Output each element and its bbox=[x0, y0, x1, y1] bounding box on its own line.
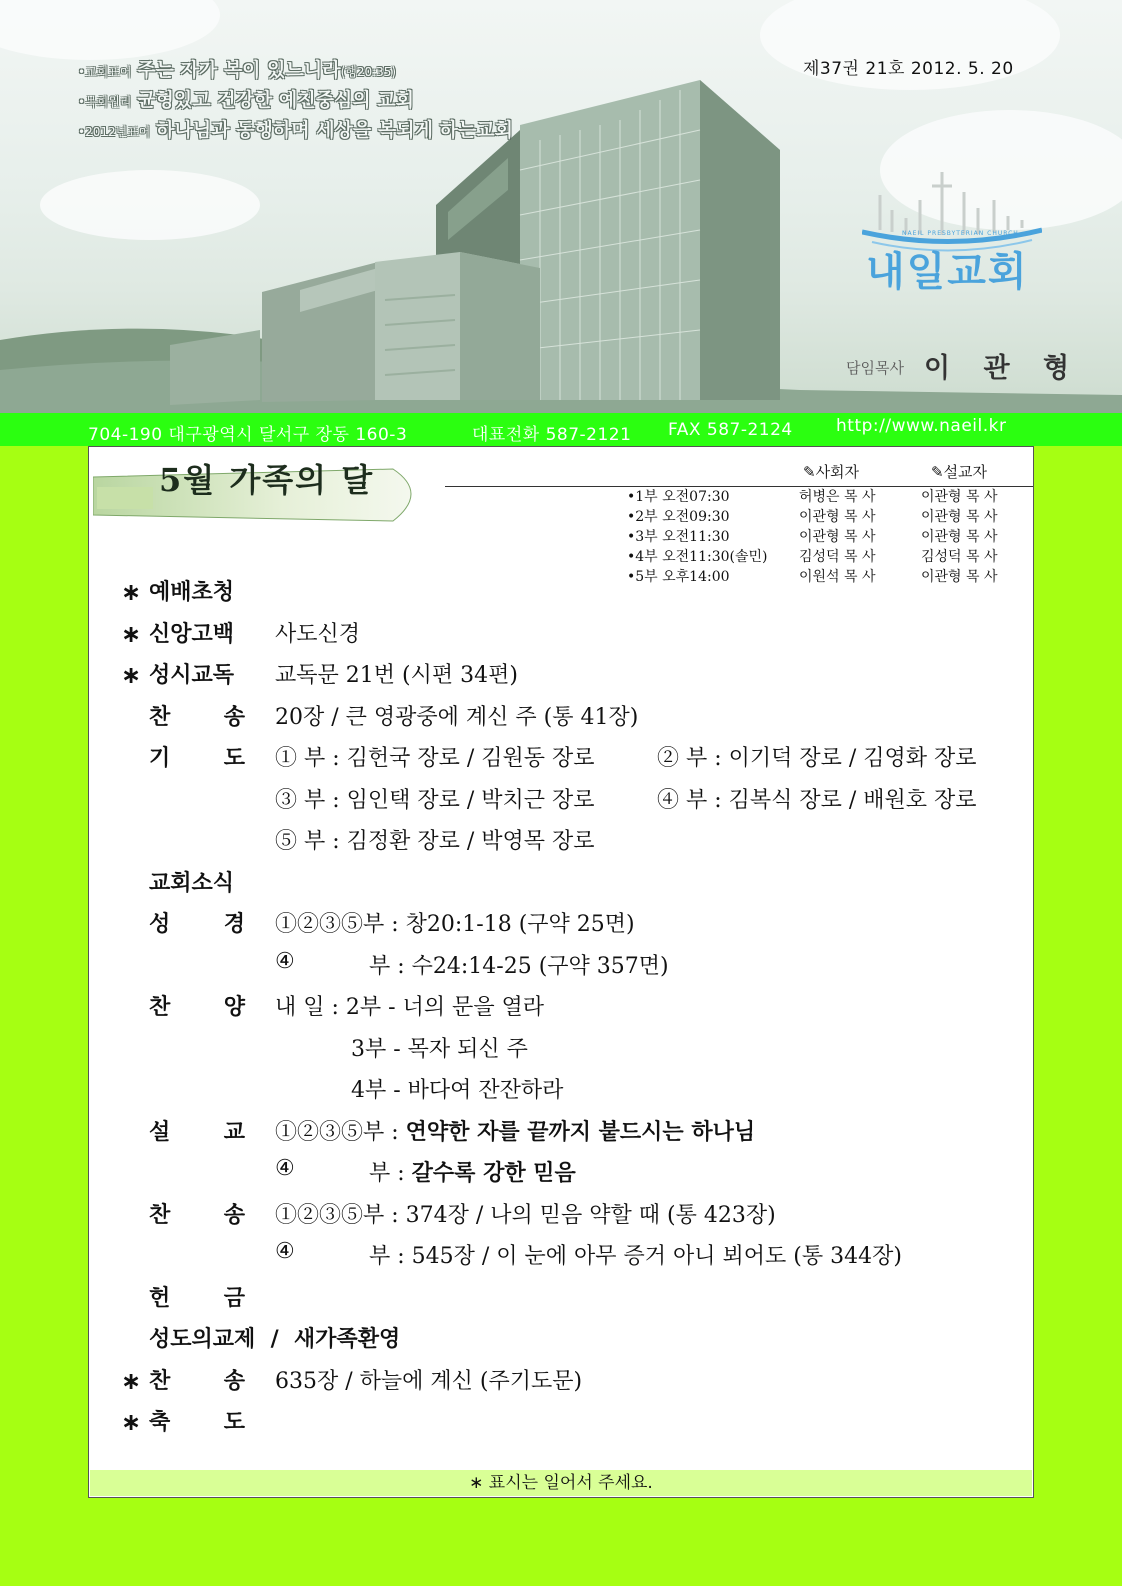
worship-order-panel: 5월 가족의 달 ✎사회자 ✎설교자 •1부 오전07:30 허병은 목 사 이관형 목 사 •2부 오전09:30 이관형 목 사 이관형 목 사 •3부 오전11:30 이관형 목 사 이관형 목 사 •4부 오전11:30(솔민) 김성덕 목 사 김성덕 목 사 •5부 오후14:00 이원석 목 사 이관형 목 사 ∗ 예배초청 ∗ 신앙고백 사도신경 ∗ 성시교독 교독문 21번 (시편 34편) 찬 송 20장 / 큰 영광중에 계신 주 (통 41장) 기 도 ① 부 : 김헌국 장로 / 김원동 장로 ② 부 : 이기덕 장로 / 김영화 장로 ③ 부 : 임인택 장로 / 박치근 장로 ④ 부 : 김복식 장로 / 배원호 장로 ⑤ 부 : 김정환 장로 / 박영목 장로 교회소식 성 경 ①②③⑤부 : 창20:1-18 (구약 25면) ④ 부 : 수24:14-25 (구약 357면) 찬 양 내 일 : 2부 - 너의 문을 열라 3부 - 목자 되신 주 4부 - 바다여 잔잔하라 설 교 ①②③⑤부 : 연약한 자를 끝까지 붙드시는 하나님 ④ 부 : 갈수록 강한 믿음 찬 송 ①②③⑤부 : 374장 / 나의 믿음 약할 때 (통 423장) ④ 부 : 545장 / 이 눈에 아무 증거 아니 뵈어도 (통 344장) 헌 금 성도의교제 / 새가족환영 ∗ 찬 송 635장 / 하늘에 계신 (주기도문) ∗ 축 도 ∗ 표시는 일어서 주세요. bbox=[88, 446, 1034, 1498]
stand-marker: ∗ bbox=[121, 1366, 142, 1395]
motto-line: •2012년표어 하나님과 동행하며 세상을 복되게 하는교회 bbox=[78, 119, 513, 141]
worship-order bbox=[121, 575, 1021, 1447]
header-banner bbox=[0, 0, 1122, 413]
preacher-column-header: ✎설교자 bbox=[931, 463, 988, 481]
fax: FAX 587-2124 bbox=[668, 420, 793, 440]
order-benediction: ∗ 축 도 bbox=[121, 1408, 245, 1436]
sermon-title: 갈수록 강한 믿음 bbox=[411, 1161, 576, 1186]
order-closing-hymn: ∗ 찬 송 635장 / 하늘에 계신 (주기도문) bbox=[121, 1366, 583, 1395]
phone: 대표전화 587-2121 bbox=[472, 425, 632, 445]
order-scripture-cont: ④ 부 : 수24:14-25 (구약 357면) bbox=[275, 948, 669, 979]
order-sermon-cont: ④ 부 : 갈수록 강한 믿음 bbox=[275, 1156, 576, 1186]
church-name: 내일교회 bbox=[866, 249, 1029, 295]
stand-marker: ∗ bbox=[121, 578, 142, 606]
order-anthem-cont: 3부 - 목자 되신 주 bbox=[351, 1036, 528, 1062]
order-invocation: ∗ 예배초청 bbox=[121, 578, 235, 606]
motto-list bbox=[78, 56, 598, 146]
page-title: 5월 가족의 달 bbox=[159, 461, 375, 499]
order-sermon: 설 교 ①②③⑤부 : 연약한 자를 끝까지 붙드시는 하나님 bbox=[149, 1119, 756, 1145]
order-hymn: 찬 송 ①②③⑤부 : 374장 / 나의 믿음 약할 때 (통 423장) bbox=[149, 1202, 776, 1228]
order-prayer-cont: ⑤ 부 : 김정환 장로 / 박영목 장로 bbox=[275, 829, 595, 854]
order-offering: 헌 금 bbox=[149, 1285, 245, 1311]
standing-note: ∗ 표시는 일어서 주세요. bbox=[90, 1470, 1032, 1496]
stand-marker: ∗ bbox=[121, 661, 142, 689]
pastor-label: 담임목사 bbox=[846, 359, 904, 377]
order-hymn-cont: ④ 부 : 545장 / 이 눈에 아무 증거 아니 뵈어도 (통 344장) bbox=[275, 1239, 902, 1269]
website-link[interactable]: http://www.naeil.kr bbox=[836, 416, 1007, 436]
order-prayer: 기 도 ① 부 : 김헌국 장로 / 김원동 장로 ② 부 : 이기덕 장로 / 김영화 장로 bbox=[149, 746, 977, 771]
address: 704-190 대구광역시 달서구 장동 160-3 bbox=[88, 425, 408, 445]
order-prayer-cont: ③ 부 : 임인택 장로 / 박치근 장로 ④ 부 : 김복식 장로 / 배원호 장로 bbox=[275, 787, 977, 813]
order-anthem: 찬 양 내 일 : 2부 - 너의 문을 열라 bbox=[149, 995, 545, 1020]
order-anthem-cont: 4부 - 바다여 잔잔하라 bbox=[351, 1078, 564, 1103]
order-scripture: 성 경 ①②③⑤부 : 창20:1-18 (구약 25면) bbox=[149, 912, 635, 937]
issue-info: 제37권 21호 2012. 5. 20 bbox=[803, 59, 1014, 79]
order-hymn: 찬 송 20장 / 큰 영광중에 계신 주 (통 41장) bbox=[149, 704, 639, 730]
order-creed: ∗ 신앙고백 사도신경 bbox=[121, 619, 361, 648]
leader-column-header: ✎사회자 bbox=[803, 463, 860, 481]
stand-marker: ∗ bbox=[121, 619, 142, 648]
order-fellowship: 성도의교제 / 새가족환영 bbox=[149, 1327, 401, 1352]
pastor-name: 이 관 형 bbox=[924, 353, 1082, 384]
church-subtitle: NAEIL PRESBYTERIAN CHURCH bbox=[902, 230, 1019, 237]
sermon-title: 연약한 자를 끝까지 붙드시는 하나님 bbox=[405, 1119, 756, 1145]
order-reading: ∗ 성시교독 교독문 21번 (시편 34편) bbox=[121, 661, 518, 689]
motto-line: •목회원리 균형있고 건강한 예친중심의 교회 bbox=[78, 89, 414, 111]
contact-bar bbox=[0, 413, 1122, 446]
order-news: 교회소식 bbox=[149, 870, 235, 896]
stand-marker: ∗ bbox=[121, 1408, 142, 1436]
motto-line: •교회표어 주는 자가 복이 있느니라(행20:35) bbox=[78, 59, 397, 81]
